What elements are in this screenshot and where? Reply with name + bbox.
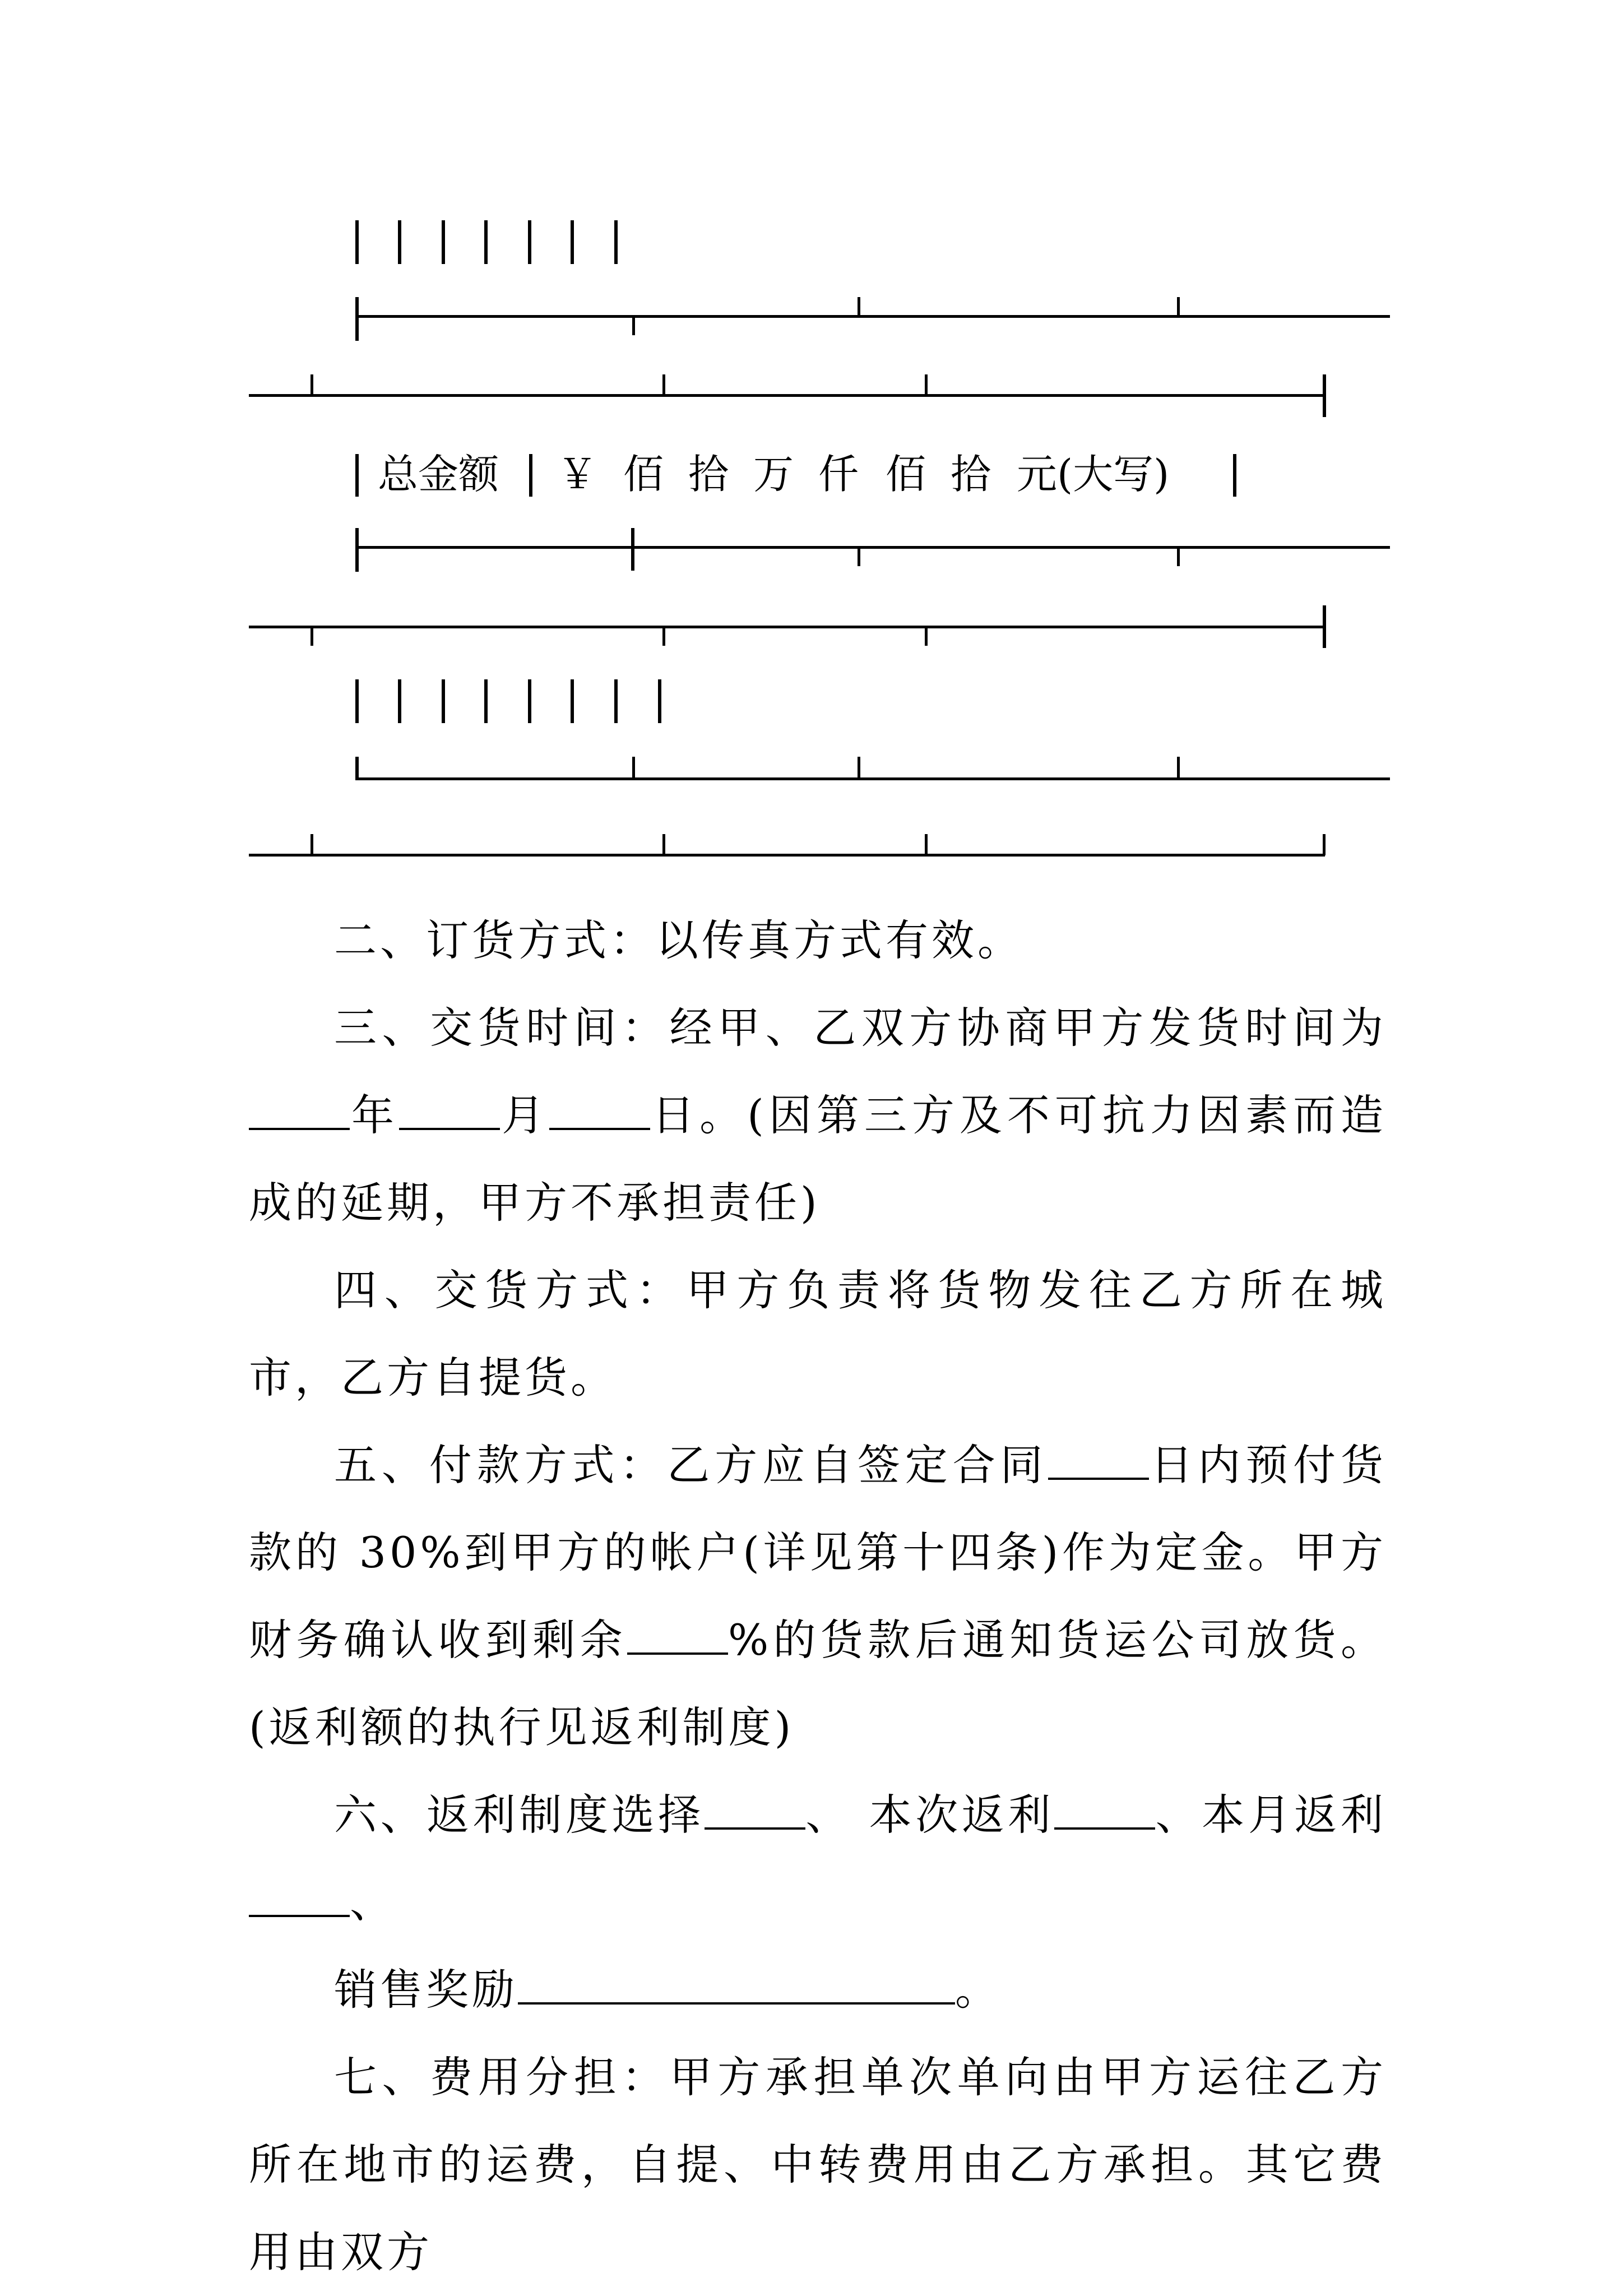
clause-3 — [249, 984, 1387, 1247]
clause-5-text-a: 五、付款方式：乙方应自签定合同 — [334, 1440, 1048, 1490]
unit-bai-2: 佰 — [886, 451, 926, 498]
unit-shi-2: 拾 — [951, 451, 991, 498]
clause-5-text-c: %的货款后通知货运公司放货。(返利额的执行见返利制度) — [249, 1615, 1387, 1752]
total-amount-label: 总金额 — [378, 451, 499, 498]
unit-wan: 万 — [753, 451, 794, 498]
table-border — [1177, 297, 1180, 316]
contract-clauses — [249, 897, 1387, 2296]
rebate-system-blank[interactable] — [705, 1790, 805, 1830]
clause-7 — [249, 2034, 1387, 2296]
monthly-rebate-blank[interactable] — [249, 1878, 350, 1917]
table-cell-border — [528, 220, 531, 264]
delivery-day-blank[interactable] — [549, 1091, 650, 1130]
table-border — [249, 394, 1325, 397]
table-border — [355, 297, 359, 341]
table-border — [359, 777, 1390, 780]
table-border — [355, 757, 359, 780]
table-border — [359, 546, 1390, 549]
table-cell-border — [614, 220, 618, 264]
table-border — [355, 528, 359, 572]
sales-reward-label: 销售奖励 — [334, 1965, 518, 2015]
table-border — [858, 297, 860, 316]
sales-reward-blank[interactable] — [518, 1965, 955, 2005]
table-border — [925, 374, 928, 396]
table-border — [311, 374, 313, 396]
table-border — [1177, 757, 1180, 779]
unit-yuan-daxie: 元(大写) — [1017, 451, 1170, 498]
table-cell-border — [442, 679, 445, 723]
table-border — [925, 834, 928, 855]
table-border — [311, 626, 313, 646]
table-border — [662, 374, 665, 396]
clause-6-text-b: 、 本次返利 — [805, 1790, 1055, 1840]
clause-6-text-a: 六、返利制度选择 — [334, 1790, 705, 1840]
clause-4 — [249, 1247, 1387, 1422]
clause-6-text-d: 、 — [350, 1877, 396, 1927]
unit-bai: 佰 — [623, 451, 664, 498]
table-cell-border — [484, 220, 488, 264]
clause-4-text: 四、交货方式：甲方负责将货物发往乙方所在城市，乙方自提货。 — [249, 1265, 1387, 1402]
sales-reward-end: 。 — [955, 1965, 1001, 2015]
amount-table — [0, 0, 1622, 897]
current-rebate-blank[interactable] — [1054, 1790, 1155, 1830]
table-cell-border — [614, 679, 618, 723]
table-cell-border — [571, 679, 574, 723]
table-cell-border — [398, 220, 401, 264]
table-border — [662, 626, 665, 646]
clause-6 — [249, 1771, 1387, 1946]
delivery-year-blank[interactable] — [249, 1091, 350, 1130]
clause-3-year: 年 — [350, 1090, 400, 1140]
clause-3-month: 月 — [500, 1090, 550, 1140]
unit-qian: 仟 — [818, 451, 859, 498]
table-border — [631, 528, 634, 571]
currency-symbol: ￥ — [557, 451, 598, 498]
clause-3-text-b: 日。(因第三方及不可抗力因素而造成的延期，甲方不承担责任) — [249, 1090, 1387, 1228]
table-border — [632, 757, 635, 779]
table-border — [311, 834, 313, 855]
remaining-percent-blank[interactable] — [627, 1615, 728, 1655]
table-border — [632, 315, 635, 335]
table-border — [1323, 834, 1326, 855]
table-border — [1323, 605, 1326, 648]
table-cell-border — [484, 679, 488, 723]
prepay-days-blank[interactable] — [1048, 1441, 1149, 1480]
table-border — [359, 315, 1390, 318]
table-cell-border — [398, 679, 401, 723]
table-cell-border — [355, 454, 359, 497]
table-cell-border — [529, 454, 532, 497]
clause-5 — [249, 1422, 1387, 1771]
clause-2 — [249, 897, 1387, 984]
table-border — [925, 626, 928, 646]
table-border — [662, 834, 665, 855]
clause-2-text: 二、订货方式：以传真方式有效。 — [334, 915, 1023, 965]
clause-5-text-b: 日内预付货款的 30%到甲方的帐户(详见第十四条)作为定金。甲方财务确认收到剩余 — [249, 1440, 1387, 1665]
table-border — [1323, 374, 1326, 417]
table-border — [1177, 546, 1180, 566]
table-border — [249, 854, 1325, 857]
table-border — [249, 626, 1325, 628]
table-border — [858, 757, 860, 779]
table-cell-border — [442, 220, 445, 264]
clause-6-text-c: 、本月返利 — [1155, 1790, 1387, 1840]
clause-6-sales — [249, 1946, 1387, 2034]
table-cell-border — [528, 679, 531, 723]
unit-shi: 拾 — [688, 451, 729, 498]
clause-7-text: 七、费用分担：甲方承担单次单向由甲方运往乙方所在地市的运费，自提、中转费用由乙方承担。其它费用由双方 — [249, 2052, 1387, 2277]
table-cell-border — [658, 679, 661, 723]
table-cell-border — [355, 220, 359, 264]
delivery-month-blank[interactable] — [399, 1091, 500, 1130]
amount-row — [355, 443, 1252, 504]
table-cell-border — [1233, 454, 1236, 497]
table-cell-border — [571, 220, 574, 264]
clause-3-text-a: 三、交货时间：经甲、乙双方协商甲方发货时间为 — [334, 1003, 1387, 1053]
table-cell-border — [355, 679, 359, 723]
table-border — [858, 546, 860, 566]
